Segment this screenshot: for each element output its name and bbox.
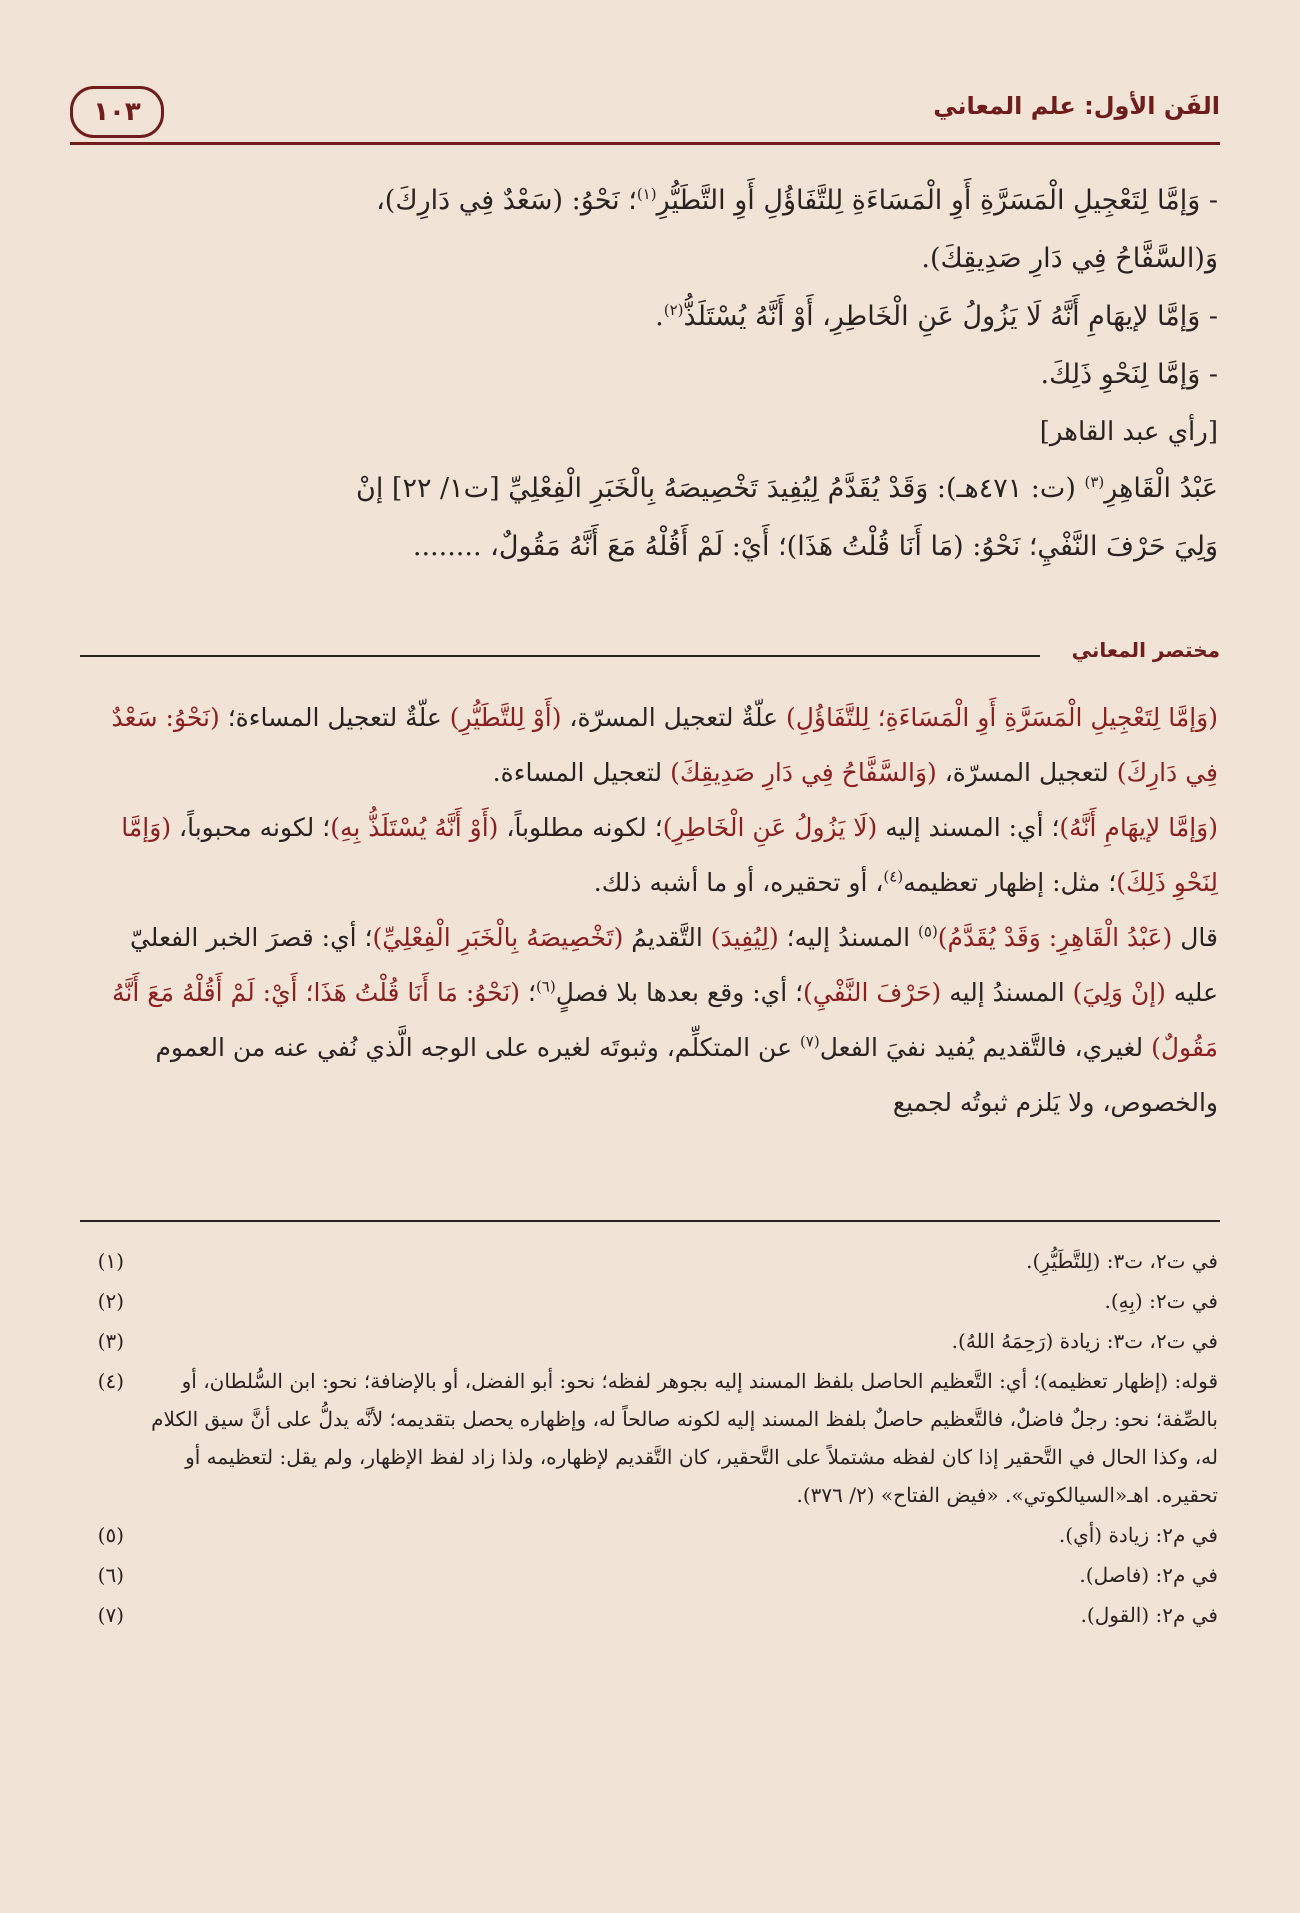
main-line bbox=[80, 172, 1218, 230]
quoted-matn: (نَحْوُ: سَعْدٌ فِي دَارِكَ) bbox=[111, 703, 1218, 787]
commentary-text: ؛ bbox=[520, 978, 536, 1007]
commentary-text: ، أو تحقيره، أو ما أشبه ذلك. bbox=[593, 868, 884, 897]
footnote-text: في ت٢، ت٣: (لِلتَّطَيُّرِ). bbox=[1026, 1249, 1218, 1273]
main-line-text: - وَإمَّا لإيهَامِ أَنَّهُ لَا يَزُولُ عَنِ الْخَاطِرِ، أَوْ أَنَّهُ يُسْتَلَذُّ bbox=[683, 301, 1218, 332]
quoted-matn: (وَإمَّا لِنَحْوِ ذَلِكَ) bbox=[121, 813, 1218, 897]
commentary-text: علّةٌ لتعجيل المساءة؛ bbox=[219, 703, 450, 732]
main-line: وَ(السَّفَّاحُ فِي دَارِ صَدِيقِكَ). bbox=[921, 243, 1218, 274]
main-text bbox=[80, 172, 1218, 576]
footnote-text: قوله: (إظهار تعظيمه)؛ أي: التَّعظيم الحاصل بلفظ المسند إليه بجوهر لفظه؛ نحو: أبو الفضل، أو بالإضافة؛ نحو: ابن السُّلطان، أو بالصِّفة؛ نحو: رجلٌ فاضلٌ، فالتَّعظيم حاصلٌ بلفظ المسند إليه لكونه صالحاً له، وإظهاره يحصل بتقديمه؛ لأنَّه يدلُّ على أنَّ سيق الكلام له، وكذا الحال في التَّحقير إذا كان لفظه مشتملاً على التَّحقير، كان التَّقديم لإظهاره، ولذا زاد لفظ الإظهار، ولم يقل: لتعظيمه أو تحقيره. اهـ«السيالكوتي». «فيض الفتاح» (٢/ ٣٧٦). bbox=[151, 1369, 1218, 1507]
running-head: الفَن الأول: علم المعاني bbox=[933, 92, 1220, 120]
quoted-matn: (تَخْصِيصَهُ بِالْخَبَرِ الْفِعْلِيِّ) bbox=[372, 923, 624, 952]
footnote-ref: (٥) bbox=[918, 922, 938, 941]
commentary-text: لغيري، فالتَّقديم يُفيد نفيَ الفعل bbox=[819, 1033, 1152, 1062]
summary-label: مختصر المعاني bbox=[1071, 638, 1220, 662]
commentary-text: عن المتكلِّم، وثبوتَه لغيره على الوجه الَّذي نُفي عنه من العموم والخصوص، ولا يَلزم ثبوتُه لجميع bbox=[155, 1033, 1218, 1117]
quoted-matn: (أَوْ لِلتَّطَيُّرِ) bbox=[449, 703, 562, 732]
footnote-number: (١) bbox=[97, 1249, 124, 1273]
footnote bbox=[80, 1322, 1218, 1360]
commentary-text: المسندُ إليه bbox=[941, 978, 1073, 1007]
footnote-number: (٧) bbox=[97, 1603, 124, 1627]
footnote bbox=[80, 1516, 1218, 1554]
quoted-matn: (وَإمَّا لإيهَامِ أَنَّهُ) bbox=[1059, 813, 1218, 842]
footnote-number: (٤) bbox=[97, 1369, 124, 1393]
commentary-text: ؛ أي: وقع بعدها بلا فصلٍ bbox=[555, 978, 804, 1007]
footnote-number: (٣) bbox=[97, 1329, 124, 1353]
footnote-text: في ت٢، ت٣: زيادة (رَحِمَهُ اللهُ). bbox=[951, 1329, 1218, 1353]
divider bbox=[80, 655, 1040, 657]
footnote-ref: (١) bbox=[636, 185, 657, 203]
main-line-text: . bbox=[655, 301, 664, 332]
main-line bbox=[80, 460, 1218, 518]
footnote-ref: (٦) bbox=[535, 977, 556, 996]
commentary-text: علّةٌ لتعجيل المسرّة، bbox=[561, 703, 786, 732]
commentary-text: ؛ لكونه مطلوباً، bbox=[498, 813, 663, 842]
footnote-text: في ت٢: (بِهِ). bbox=[1104, 1289, 1218, 1313]
commentary-text: ؛ أي: قصرَ الخبر الفعليّ عليه bbox=[129, 923, 1218, 1007]
quoted-matn: (وَإمَّا لِتَعْجِيلِ الْمَسَرَّةِ أَوِ الْمَسَاءَةِ؛ لِلتَّفَاؤُلِ) bbox=[785, 703, 1218, 732]
footnotes bbox=[80, 1240, 1218, 1636]
footnote bbox=[80, 1362, 1218, 1514]
main-line-text: ؛ نَحْوُ: (سَعْدٌ فِي دَارِكَ)، bbox=[376, 185, 637, 216]
footnote bbox=[80, 1596, 1218, 1634]
commentary-text: المسندُ إليه؛ bbox=[778, 923, 919, 952]
footnote bbox=[80, 1556, 1218, 1594]
section-title: [رأي عبد القاهر] bbox=[1039, 417, 1218, 447]
footnote-ref: (٣) bbox=[1084, 473, 1105, 491]
commentary-text: لتعجيل المسرّة، bbox=[936, 758, 1117, 787]
commentary-text: ؛ أي: المسند إليه bbox=[877, 813, 1060, 842]
quoted-matn: (حَرْفَ النَّفْيِ) bbox=[803, 978, 942, 1007]
main-line-text: (ت: ٤٧١هـ): وَقَدْ يُقَدَّمُ لِيُفِيدَ تَخْصِيصَهُ بِالْخَبَرِ الْفِعْلِيِّ [ت١/ ٢٢] إنْ bbox=[356, 473, 1076, 504]
page-header bbox=[70, 82, 1220, 145]
commentary-text: قال bbox=[1172, 923, 1218, 952]
main-line bbox=[80, 288, 1218, 346]
commentary-text: ؛ لكونه محبوباً، bbox=[171, 813, 331, 842]
quoted-matn: (لَا يَزُولُ عَنِ الْخَاطِرِ) bbox=[662, 813, 878, 842]
quoted-matn: (إنْ وَلِيَ) bbox=[1072, 978, 1166, 1007]
commentary-paragraph bbox=[80, 910, 1218, 1130]
page-number: ١٠٣ bbox=[70, 86, 164, 138]
footnote-ref: (٤) bbox=[883, 867, 904, 886]
footnote-ref: (٢) bbox=[663, 301, 684, 319]
footnote-text: في م٢: زيادة (أي). bbox=[1058, 1523, 1218, 1547]
commentary-paragraph bbox=[80, 800, 1218, 910]
footnote-number: (٥) bbox=[97, 1523, 124, 1547]
quoted-matn: (نَحْوُ: مَا أَنَا قُلْتُ هَذَا؛ أَيْ: لَمْ أَقُلْهُ مَعَ أَنَّهُ مَقُولٌ) bbox=[112, 978, 1218, 1062]
footnote bbox=[80, 1242, 1218, 1280]
commentary-text: لتعجيل المساءة. bbox=[492, 758, 671, 787]
main-line-text: - وَإمَّا لِتَعْجِيلِ الْمَسَرَّةِ أَوِ الْمَسَاءَةِ لِلتَّفَاؤُلِ أَوِ التَّطَيُّرِ bbox=[656, 185, 1218, 216]
commentary bbox=[80, 690, 1218, 1130]
footnote-number: (٦) bbox=[97, 1563, 124, 1587]
section-title-text: رأي عبد القاهر bbox=[1049, 417, 1208, 447]
quoted-matn: (أَوْ أَنَّهُ يُسْتَلَذُّ بِهِ) bbox=[330, 813, 499, 842]
footnote-ref: (٧) bbox=[799, 1032, 820, 1051]
divider bbox=[80, 1220, 1220, 1222]
commentary-paragraph bbox=[80, 690, 1218, 800]
quoted-matn: (عَبْدُ الْقَاهِرِ: وَقَدْ يُقَدَّمُ) bbox=[937, 923, 1173, 952]
footnote-number: (٢) bbox=[97, 1289, 124, 1313]
footnote bbox=[80, 1282, 1218, 1320]
main-line-text: عَبْدُ الْقَاهِرِ bbox=[1104, 473, 1218, 504]
footnote-text: في م٢: (القول). bbox=[1080, 1603, 1218, 1627]
footnote-text: في م٢: (فاصل). bbox=[1079, 1563, 1218, 1587]
main-line: وَلِيَ حَرْفَ النَّفْيِ؛ نَحْوُ: (مَا أَنَا قُلْتُ هَذَا)؛ أَيْ: لَمْ أَقُلْهُ مَعَ أَنَّهُ مَقُولٌ، ........ bbox=[412, 531, 1218, 562]
commentary-text: التَّقديمُ bbox=[623, 923, 711, 952]
main-line: - وَإمَّا لِنَحْوِ ذَلِكَ. bbox=[1040, 359, 1218, 390]
commentary-text: ؛ مثل: إظهار تعظيمه bbox=[903, 868, 1117, 897]
quoted-matn: (لِيُفِيدَ) bbox=[710, 923, 779, 952]
quoted-matn: (وَالسَّفَّاحُ فِي دَارِ صَدِيقِكَ) bbox=[670, 758, 937, 787]
